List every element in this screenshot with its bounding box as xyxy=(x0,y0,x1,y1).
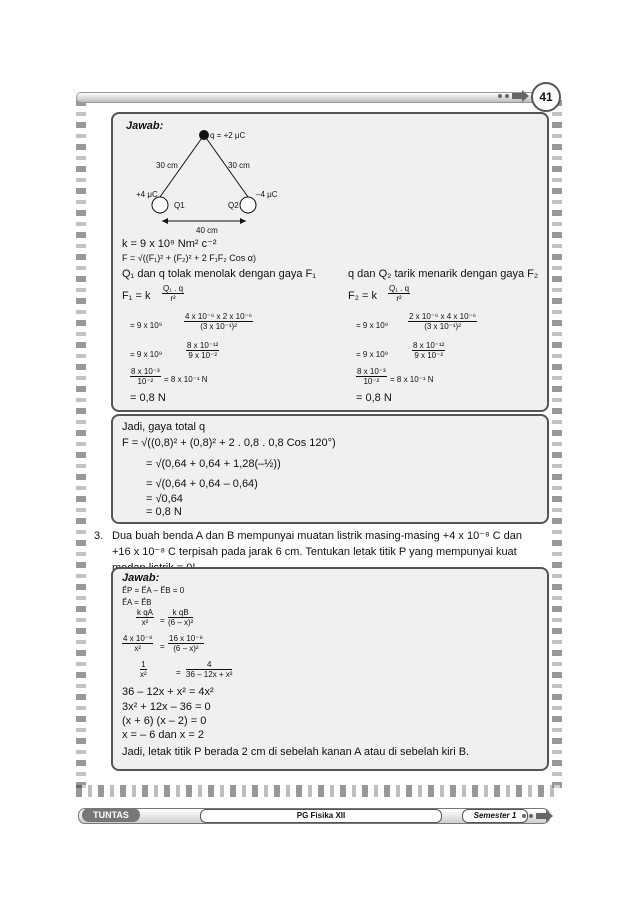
eq3-left-den: x² xyxy=(141,618,149,627)
eq5-left-den: x² xyxy=(140,670,147,679)
eq5-equals: = xyxy=(176,668,181,677)
eq4-left-fraction xyxy=(122,634,153,653)
f2-den: r² xyxy=(396,294,402,303)
eq3-right-fraction xyxy=(168,608,193,627)
diagram-q2-label: Q2 xyxy=(228,201,239,210)
f2-step1-den: (3 x 10⁻¹)² xyxy=(424,322,461,331)
eq5-left-num: 1 xyxy=(141,660,146,669)
f2-step1-num: 2 x 10⁻⁶ x 4 x 10⁻⁶ xyxy=(409,312,477,321)
eq7: 3x² + 12x – 36 = 0 xyxy=(122,701,211,713)
f2-step3-rhs: = 8 x 10⁻¹ N xyxy=(390,375,434,384)
eq3-equals: = xyxy=(160,616,165,625)
f1-step3-rhs: = 8 x 10⁻¹ N xyxy=(164,375,208,384)
f2-step3-num: 8 x 10⁻³ xyxy=(357,367,386,376)
total-force-step4: = √0,64 xyxy=(146,493,183,505)
diagram-base-distance: 40 cm xyxy=(196,226,218,235)
f2-step3-fraction xyxy=(356,367,387,386)
f1-step1-pre: = 9 x 10⁹ xyxy=(130,321,163,330)
diagram-q-label: q = +2 μC xyxy=(210,131,246,140)
footer-left-label: TUNTAS xyxy=(82,808,140,822)
f2-num: Q₁ . q xyxy=(389,284,410,293)
f1-den: r² xyxy=(170,294,176,303)
f2-lhs: F₂ = k xyxy=(348,290,378,302)
eq9: x = – 6 dan x = 2 xyxy=(122,729,204,741)
eq3-right-den: (6 – x)² xyxy=(168,618,194,627)
diagram-right-distance: 30 cm xyxy=(228,161,250,170)
diagram-left-charge: +4 μC xyxy=(136,190,158,199)
eq5-right-num: 4 xyxy=(186,660,232,670)
footer-right-label: Semester 1 xyxy=(462,809,528,823)
eq5-right-den: 36 – 12x + x² xyxy=(186,670,233,679)
eq4-right-den: (6 – x)² xyxy=(173,644,199,653)
bottom-border-pattern xyxy=(76,785,560,797)
eq6: 36 – 12x + x² = 4x² xyxy=(122,686,214,698)
page-number: 41 xyxy=(531,82,561,112)
f2-step4: = 0,8 N xyxy=(356,392,392,404)
right-heading: q dan Q₂ tarik menarik dengan gaya F₂ xyxy=(348,268,539,280)
f1-num: Q₁ . q xyxy=(163,284,184,293)
f1-step2-num: 8 x 10⁻¹² xyxy=(187,341,219,350)
f1-step3-num: 8 x 10⁻³ xyxy=(131,367,160,376)
eq3-right-num: k qB xyxy=(168,608,193,618)
f1-step2-den: 9 x 10⁻² xyxy=(188,351,218,360)
field-equation: E⃗P = E⃗A – E⃗B = 0 xyxy=(122,586,185,595)
box1-header: Jawab: xyxy=(126,120,164,132)
footer-center-label: PG Fisika XII xyxy=(200,809,442,823)
box3-header: Jawab: xyxy=(122,572,160,584)
f1-step1-fraction xyxy=(184,312,253,331)
f1-step3-den: 10⁻² xyxy=(137,377,154,386)
left-heading: Q₁ dan q tolak menolak dengan gaya F₁ xyxy=(122,268,316,280)
eq3-left-fraction xyxy=(136,608,154,627)
total-force-step3: = √(0,64 + 0,64 – 0,64) xyxy=(146,478,258,490)
eq4-equals: = xyxy=(160,642,165,651)
right-border-pattern xyxy=(552,100,562,790)
eq4-left-num: 4 x 10⁻⁸ xyxy=(123,634,153,643)
f1-step2-fraction xyxy=(186,341,219,360)
eq8: (x + 6) (x – 2) = 0 xyxy=(122,715,207,727)
f2-step3-den: 10⁻² xyxy=(363,377,380,386)
total-force-step2: = √(0,64 + 0,64 + 1,28(–½)) xyxy=(146,458,281,470)
footer-arrow-icon xyxy=(520,810,554,822)
f1-lhs: F₁ = k xyxy=(122,290,151,302)
f2-step1-fraction xyxy=(408,312,477,331)
k-constant: k = 9 x 10⁹ Nm² c⁻² xyxy=(122,238,217,250)
f1-step1-den: (3 x 10⁻¹)² xyxy=(200,322,237,331)
diagram-right-charge: –4 μC xyxy=(256,190,278,199)
f1-step3-fraction xyxy=(130,367,161,386)
left-border-pattern xyxy=(76,100,86,790)
eq5-right-fraction xyxy=(186,660,232,679)
charge-diagram xyxy=(120,125,290,235)
diagram-q1-label: Q1 xyxy=(174,201,185,210)
total-force-step1: F = √((0,8)² + (0,8)² + 2 . 0,8 . 0,8 Cos 120°) xyxy=(122,437,336,449)
question-text-line1: Dua buah benda A dan B mempunyai muatan listrik masing-masing +4 x 10⁻⁸ C dan xyxy=(112,530,523,542)
question-text-line2: +16 x 10⁻⁸ C terpisah pada jarak 6 cm. Tentukan letak titik P yang mempunyai kuat xyxy=(112,546,517,558)
f1-step1-num: 4 x 10⁻⁶ x 2 x 10⁻⁶ xyxy=(185,312,253,321)
f2-step1-pre: = 9 x 10⁹ xyxy=(356,321,389,330)
f2-step2-fraction xyxy=(412,341,445,360)
f1-step4: = 0,8 N xyxy=(130,392,166,404)
total-force-result: = 0,8 N xyxy=(146,506,182,518)
eq4-left-den: x² xyxy=(134,644,142,653)
f2-step2-num: 8 x 10⁻¹² xyxy=(413,341,445,350)
eq4-right-num: 16 x 10⁻⁸ xyxy=(169,634,203,643)
f1-step2-pre: = 9 x 10⁹ xyxy=(130,350,163,359)
conclusion: Jadi, letak titik P berada 2 cm di sebelah kanan A atau di sebelah kiri B. xyxy=(122,746,470,758)
diagram-left-distance: 30 cm xyxy=(156,161,178,170)
eq3-left-num: k qA xyxy=(137,608,154,617)
top-bar xyxy=(76,92,548,103)
field-equality: E⃗A = E⃗B xyxy=(122,598,152,607)
eq4-right-fraction xyxy=(168,634,204,653)
resultant-formula: F = √((F₁)² + (F₂)² + 2 F₁F₂ Cos α) xyxy=(122,253,256,263)
f1-fraction xyxy=(162,284,184,303)
f2-fraction xyxy=(388,284,410,303)
question-number: 3. xyxy=(94,530,104,542)
total-force-heading: Jadi, gaya total q xyxy=(122,421,206,433)
f2-step2-pre: = 9 x 10⁹ xyxy=(356,350,389,359)
eq5-left-fraction xyxy=(140,660,147,679)
f2-step2-den: 9 x 10⁻² xyxy=(414,351,444,360)
arrow-icon xyxy=(496,90,530,102)
